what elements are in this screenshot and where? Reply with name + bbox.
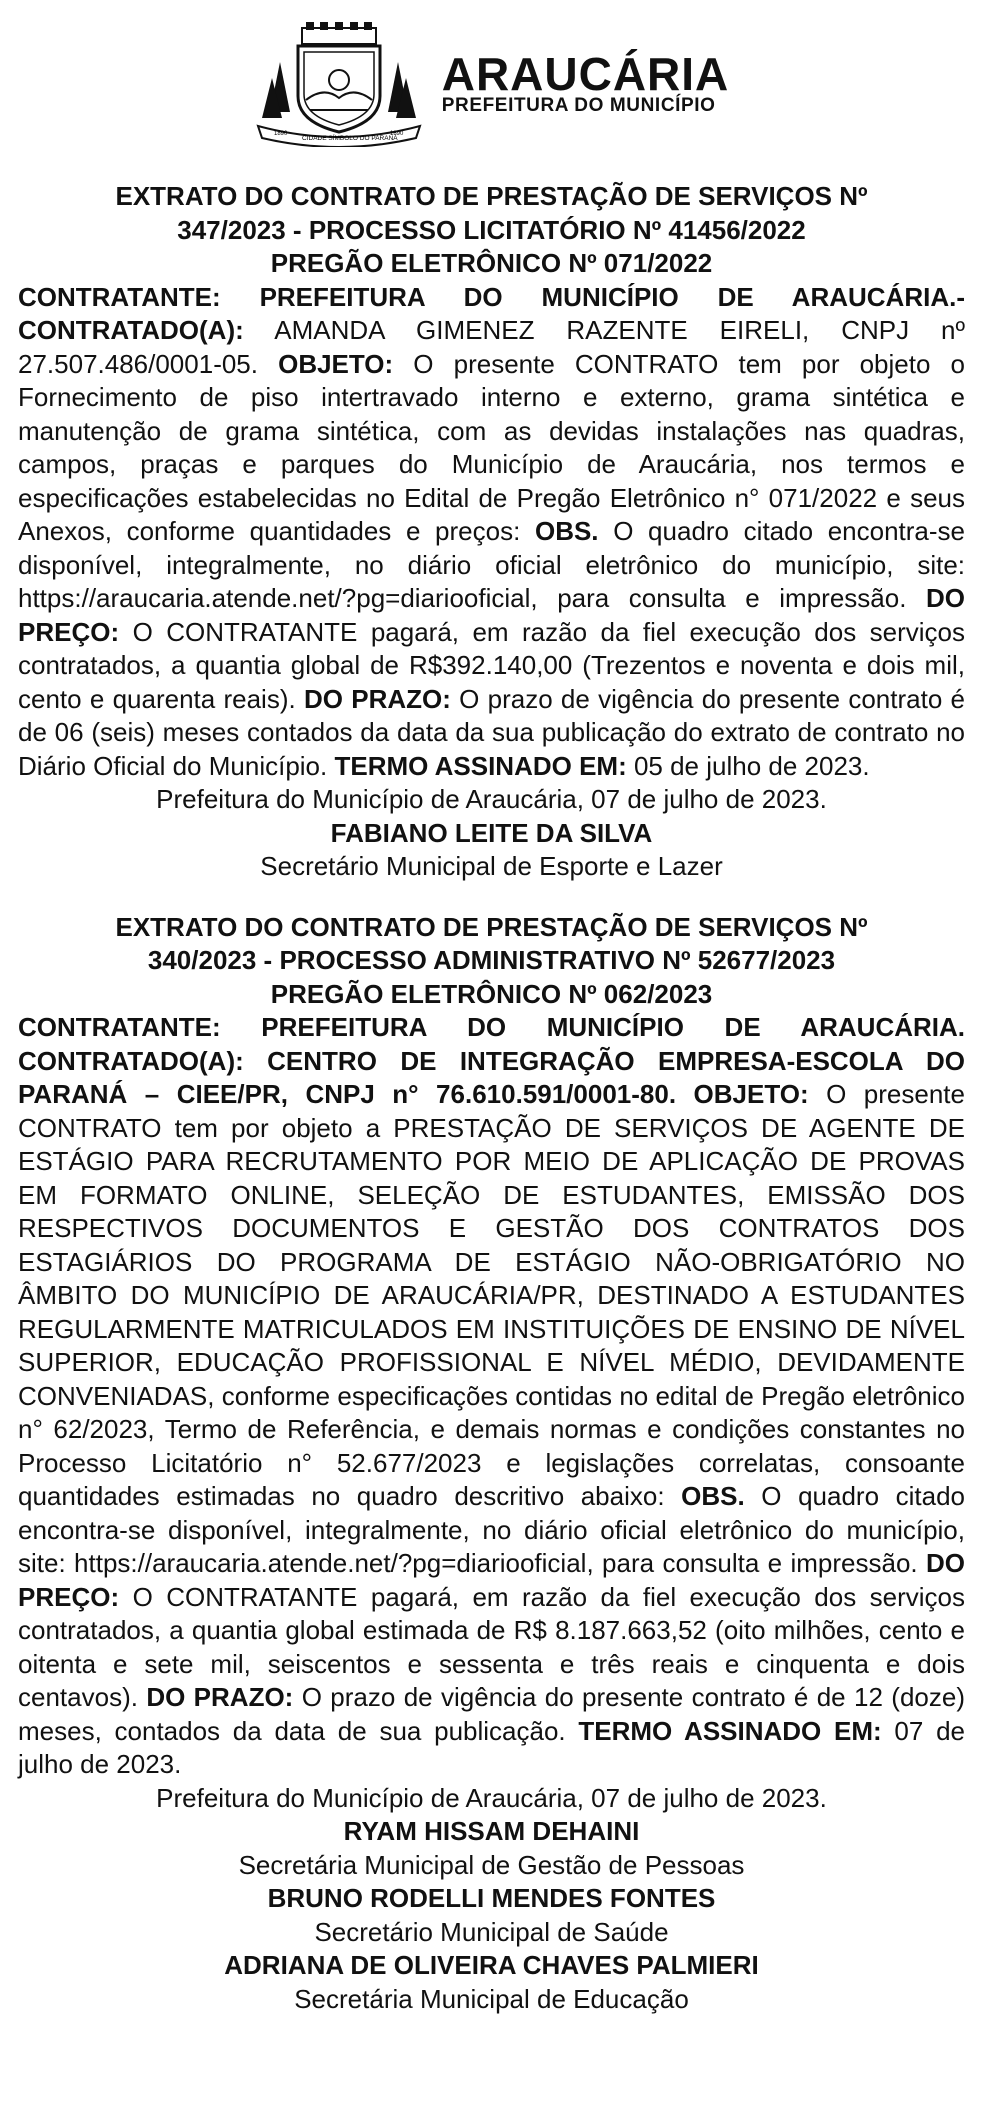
extract-2-body bbox=[18, 1011, 965, 1782]
text-objeto: O presente CONTRATO tem por objeto o Fornecimento de piso intertravado interno e externo, grama sintética e manutenção de grama sintética, com as devidas instalações nas quadras, campos, praças e parques do Município de Araucária, nos termos e especificações estabelecidas no Edital de Pregão Eletrônico n° 071/2022 e seus Anexos, conforme quantidades e preços: bbox=[18, 348, 965, 546]
brand-block bbox=[441, 48, 730, 116]
text-preco: O CONTRATANTE pagará, em razão da fiel execução dos serviços contratados, a quantia global de R$392.140,00 (Trezentos e noventa e dois mil, cento e quarenta reais). bbox=[18, 616, 965, 714]
extract-1-signer-name: FABIANO LEITE DA SILVA bbox=[330, 817, 653, 848]
crest-year-right: 1890 bbox=[389, 130, 404, 137]
extract-1-body bbox=[18, 281, 965, 784]
extract-1-title-line-2: 347/2023 - PROCESSO LICITATÓRIO Nº 41456/2022 bbox=[177, 214, 806, 245]
text-prazo: O prazo de vigência do presente contrato é de 12 (doze) meses, contados da data de sua publicação. bbox=[18, 1682, 965, 1746]
label-preco: DO PREÇO: bbox=[18, 1548, 965, 1612]
label-termo: TERMO ASSINADO EM: bbox=[334, 750, 627, 781]
extract-1-place-date: Prefeitura do Município de Araucária, 07 de julho de 2023. bbox=[156, 784, 827, 814]
contract-extract-2 bbox=[18, 911, 965, 2017]
label-objeto: OBJETO: bbox=[278, 348, 394, 379]
extract-2-signer-3-name: ADRIANA DE OLIVEIRA CHAVES PALMIERI bbox=[224, 1950, 759, 1980]
label-prazo: DO PRAZO: bbox=[303, 683, 451, 714]
section-spacer bbox=[18, 884, 965, 911]
extract-2-signer-2-name: BRUNO RODELLI MENDES FONTES bbox=[267, 1883, 716, 1913]
text-prazo: O prazo de vigência do presente contrato é de 06 (seis) meses contados da data da sua publicação do extrato de contrato no Diário Oficial do Município. bbox=[18, 683, 966, 781]
municipal-crest-icon bbox=[254, 22, 424, 147]
page-header bbox=[18, 18, 965, 150]
extract-2-signer-2-role: Secretário Municipal de Saúde bbox=[314, 1916, 669, 1947]
crest-motto: CIDADE SÍMBOLO DO PARANÁ bbox=[301, 134, 398, 142]
extract-2-signer-1-role: Secretária Municipal de Gestão de Pessoas bbox=[238, 1849, 745, 1880]
text-termo: 07 de julho de 2023. bbox=[18, 1715, 966, 1779]
crest-year-left: 1890 bbox=[273, 130, 288, 137]
label-contratante: CONTRATANTE: PREFEITURA DO MUNICÍPIO DE ARAUCÁRIA.- bbox=[18, 281, 965, 312]
label-obs: OBS. bbox=[681, 1481, 745, 1511]
extract-2-title-line-3: PREGÃO ELETRÔNICO Nº 062/2023 bbox=[270, 978, 713, 1009]
extract-2-place-date: Prefeitura do Município de Araucária, 07 de julho de 2023. bbox=[156, 1782, 827, 1813]
brand-subtitle: PREFEITURA DO MUNICÍPIO bbox=[441, 95, 716, 116]
text-objeto: O presente CONTRATO tem por objeto a PRESTAÇÃO DE SERVIÇOS DE AGENTE DE ESTÁGIO PARA RECRUTAMENTO POR MEIO DE APLICAÇÃO DE PROVAS EM FORMATO ONLINE, SELEÇÃO DE ESTUDANTES, EMISSÃO DOS RESPECTIVOS DOCUMENTOS E GESTÃO DOS CONTRATOS DOS ESTAGIÁRIOS DO PROGRAMA DE ESTÁGIO NÃO-OBRIGATÓRIO NO ÂMBITO DO MUNICÍPIO DE ARAUCÁRIA/PR, DESTINADO A ESTUDANTES REGULARMENTE MATRICULADOS EM INSTITUIÇÕES DE ENSINO DE NÍVEL SUPERIOR, EDUCAÇÃO PROFISSIONAL E NÍVEL MÉDIO, DEVIDAMENTE CONVENIADAS, conforme especificações contidas no edital de Pregão eletrônico n° 62/2023, Termo de Referência, e demais normas e condições constantes no Processo Licitatório n° 52.677/2023 e legislações correlatas, consoante quantidades estimadas no quadro descritivo abaixo: bbox=[18, 1079, 965, 1511]
label-prazo: DO PRAZO: bbox=[146, 1682, 294, 1712]
extract-2-title-line-1: EXTRATO DO CONTRATO DE PRESTAÇÃO DE SERVIÇOS Nº bbox=[115, 911, 868, 942]
extract-2-signer-1-name: RYAM HISSAM DEHAINI bbox=[343, 1816, 640, 1846]
label-obs: OBS. bbox=[534, 516, 599, 546]
extract-2-title-line-2: 340/2023 - PROCESSO ADMINISTRATIVO Nº 52677/2023 bbox=[147, 945, 836, 975]
extract-1-title-line-1: EXTRATO DO CONTRATO DE PRESTAÇÃO DE SERVIÇOS Nº bbox=[115, 181, 868, 211]
extract-2-signer-3-role: Secretária Municipal de Educação bbox=[294, 1983, 689, 2014]
text-preco: O CONTRATANTE pagará, em razão da fiel execução dos serviços contratados, a quantia global estimada de R$ 8.187.663,52 (oito milhões, cento e oitenta e sete mil, seiscentos e sessenta e três reais e cinquenta e dois centavos). bbox=[18, 1581, 965, 1712]
label-preco: DO PREÇO: bbox=[18, 583, 965, 647]
brand-name: ARAUCÁRIA bbox=[441, 48, 730, 100]
text-termo: 05 de julho de 2023. bbox=[626, 750, 870, 781]
text-contratado: AMANDA GIMENEZ RAZENTE EIRELI, CNPJ nº 27.507.486/0001-05. bbox=[18, 315, 965, 379]
extract-1-signer-role: Secretário Municipal de Esporte e Lazer bbox=[260, 851, 723, 881]
text-obs: O quadro citado encontra-se disponível, integralmente, no diário oficial eletrônico do município, site: https://araucaria.atende.net/?pg=diariooficial, para consulta e impressão. bbox=[18, 516, 965, 613]
contract-extract-1 bbox=[18, 180, 965, 884]
label-parties-objeto: CONTRATANTE: PREFEITURA DO MUNICÍPIO DE ARAUCÁRIA. CONTRATADO(A): CENTRO DE INTEGRAÇÃO EMPRESA-ESCOLA DO PARANÁ – CIEE/PR, CNPJ n° 76.610.591/0001-80. OBJETO: bbox=[18, 1012, 965, 1109]
label-termo: TERMO ASSINADO EM: bbox=[578, 1715, 882, 1746]
extract-1-title-line-3: PREGÃO ELETRÔNICO Nº 071/2022 bbox=[270, 248, 713, 278]
text-obs: O quadro citado encontra-se disponível, integralmente, no diário oficial eletrônico do município, site: https://araucaria.atende.net/?pg=diariooficial, para consulta e impressão. bbox=[18, 1481, 965, 1578]
label-contratado: CONTRATADO(A): bbox=[18, 315, 244, 345]
